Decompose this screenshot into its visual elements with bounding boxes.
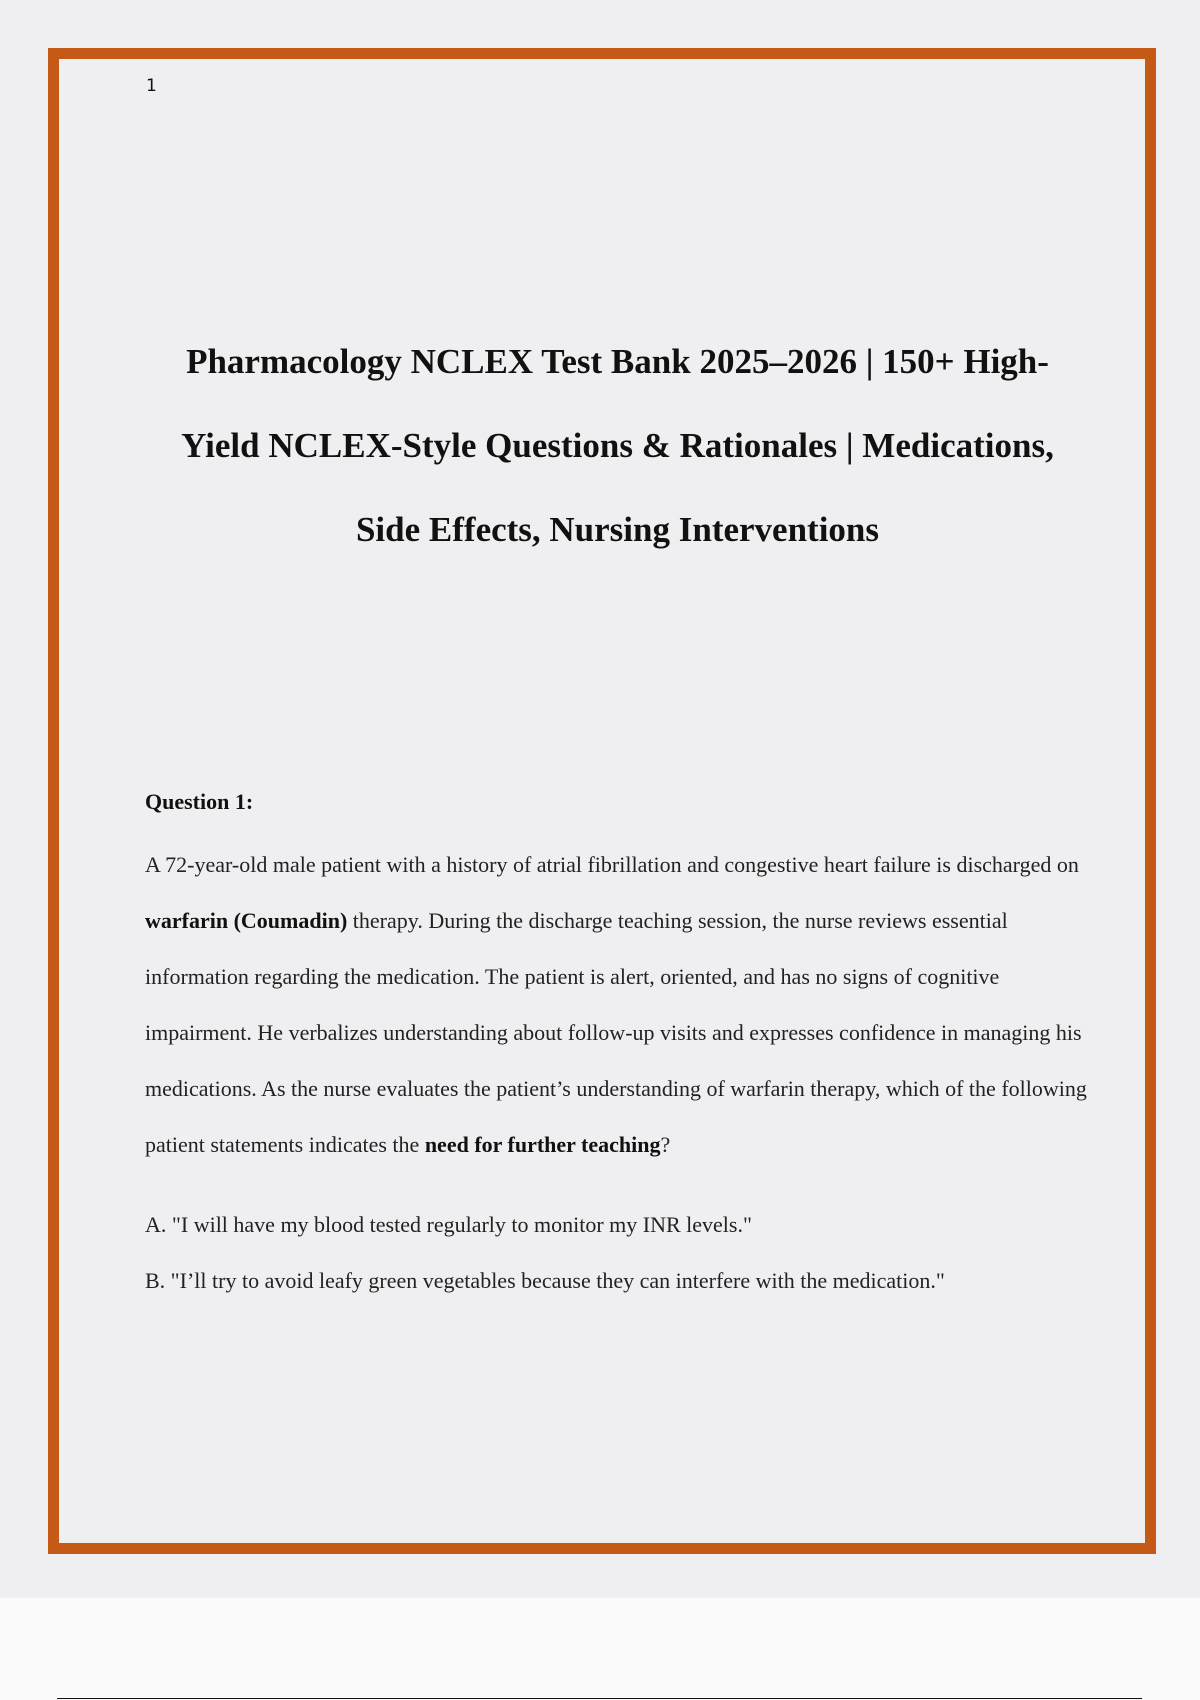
title-line-2: Yield NCLEX-Style Questions & Rationales | Medications, [181, 426, 1054, 465]
question-heading: Question 1: [145, 789, 254, 814]
question-stem [145, 837, 1095, 1173]
title-line-3: Side Effects, Nursing Interventions [355, 510, 880, 549]
title-line-1: Pharmacology NCLEX Test Bank 2025–2026 | 150+ High- [186, 342, 1049, 381]
stem-text-3: ? [660, 1132, 671, 1157]
stem-text-1: A 72-year-old male patient with a history of atrial fibrillation and congestive heart failure is discharged on [145, 852, 1079, 877]
option-b[interactable]: B. "I’ll try to avoid leafy green vegetables because they can interfere with the medication." [145, 1268, 945, 1293]
stem-text-2: therapy. During the discharge teaching session, the nurse reviews essential information regarding the medication. The patient is alert, oriented, and has no signs of cognitive impairment. He verbalizes understanding about follow-up visits and expresses confidence in managing his medications. As the nurse evaluates the patient’s understanding of warfarin therapy, which of the following patient statements indicates the [145, 908, 1087, 1157]
next-page-preview [0, 1598, 1200, 1700]
page-title [150, 320, 1085, 572]
option-a[interactable]: A. "I will have my blood tested regularly to monitor my INR levels." [145, 1212, 752, 1237]
next-page-rule [57, 1698, 1142, 1699]
page-number: 1 [146, 76, 157, 96]
stem-emphasis: need for further teaching [424, 1132, 661, 1157]
answer-options [145, 1197, 1095, 1309]
question-block [145, 783, 1095, 1309]
stem-drug-name: warfarin (Coumadin) [145, 908, 348, 933]
